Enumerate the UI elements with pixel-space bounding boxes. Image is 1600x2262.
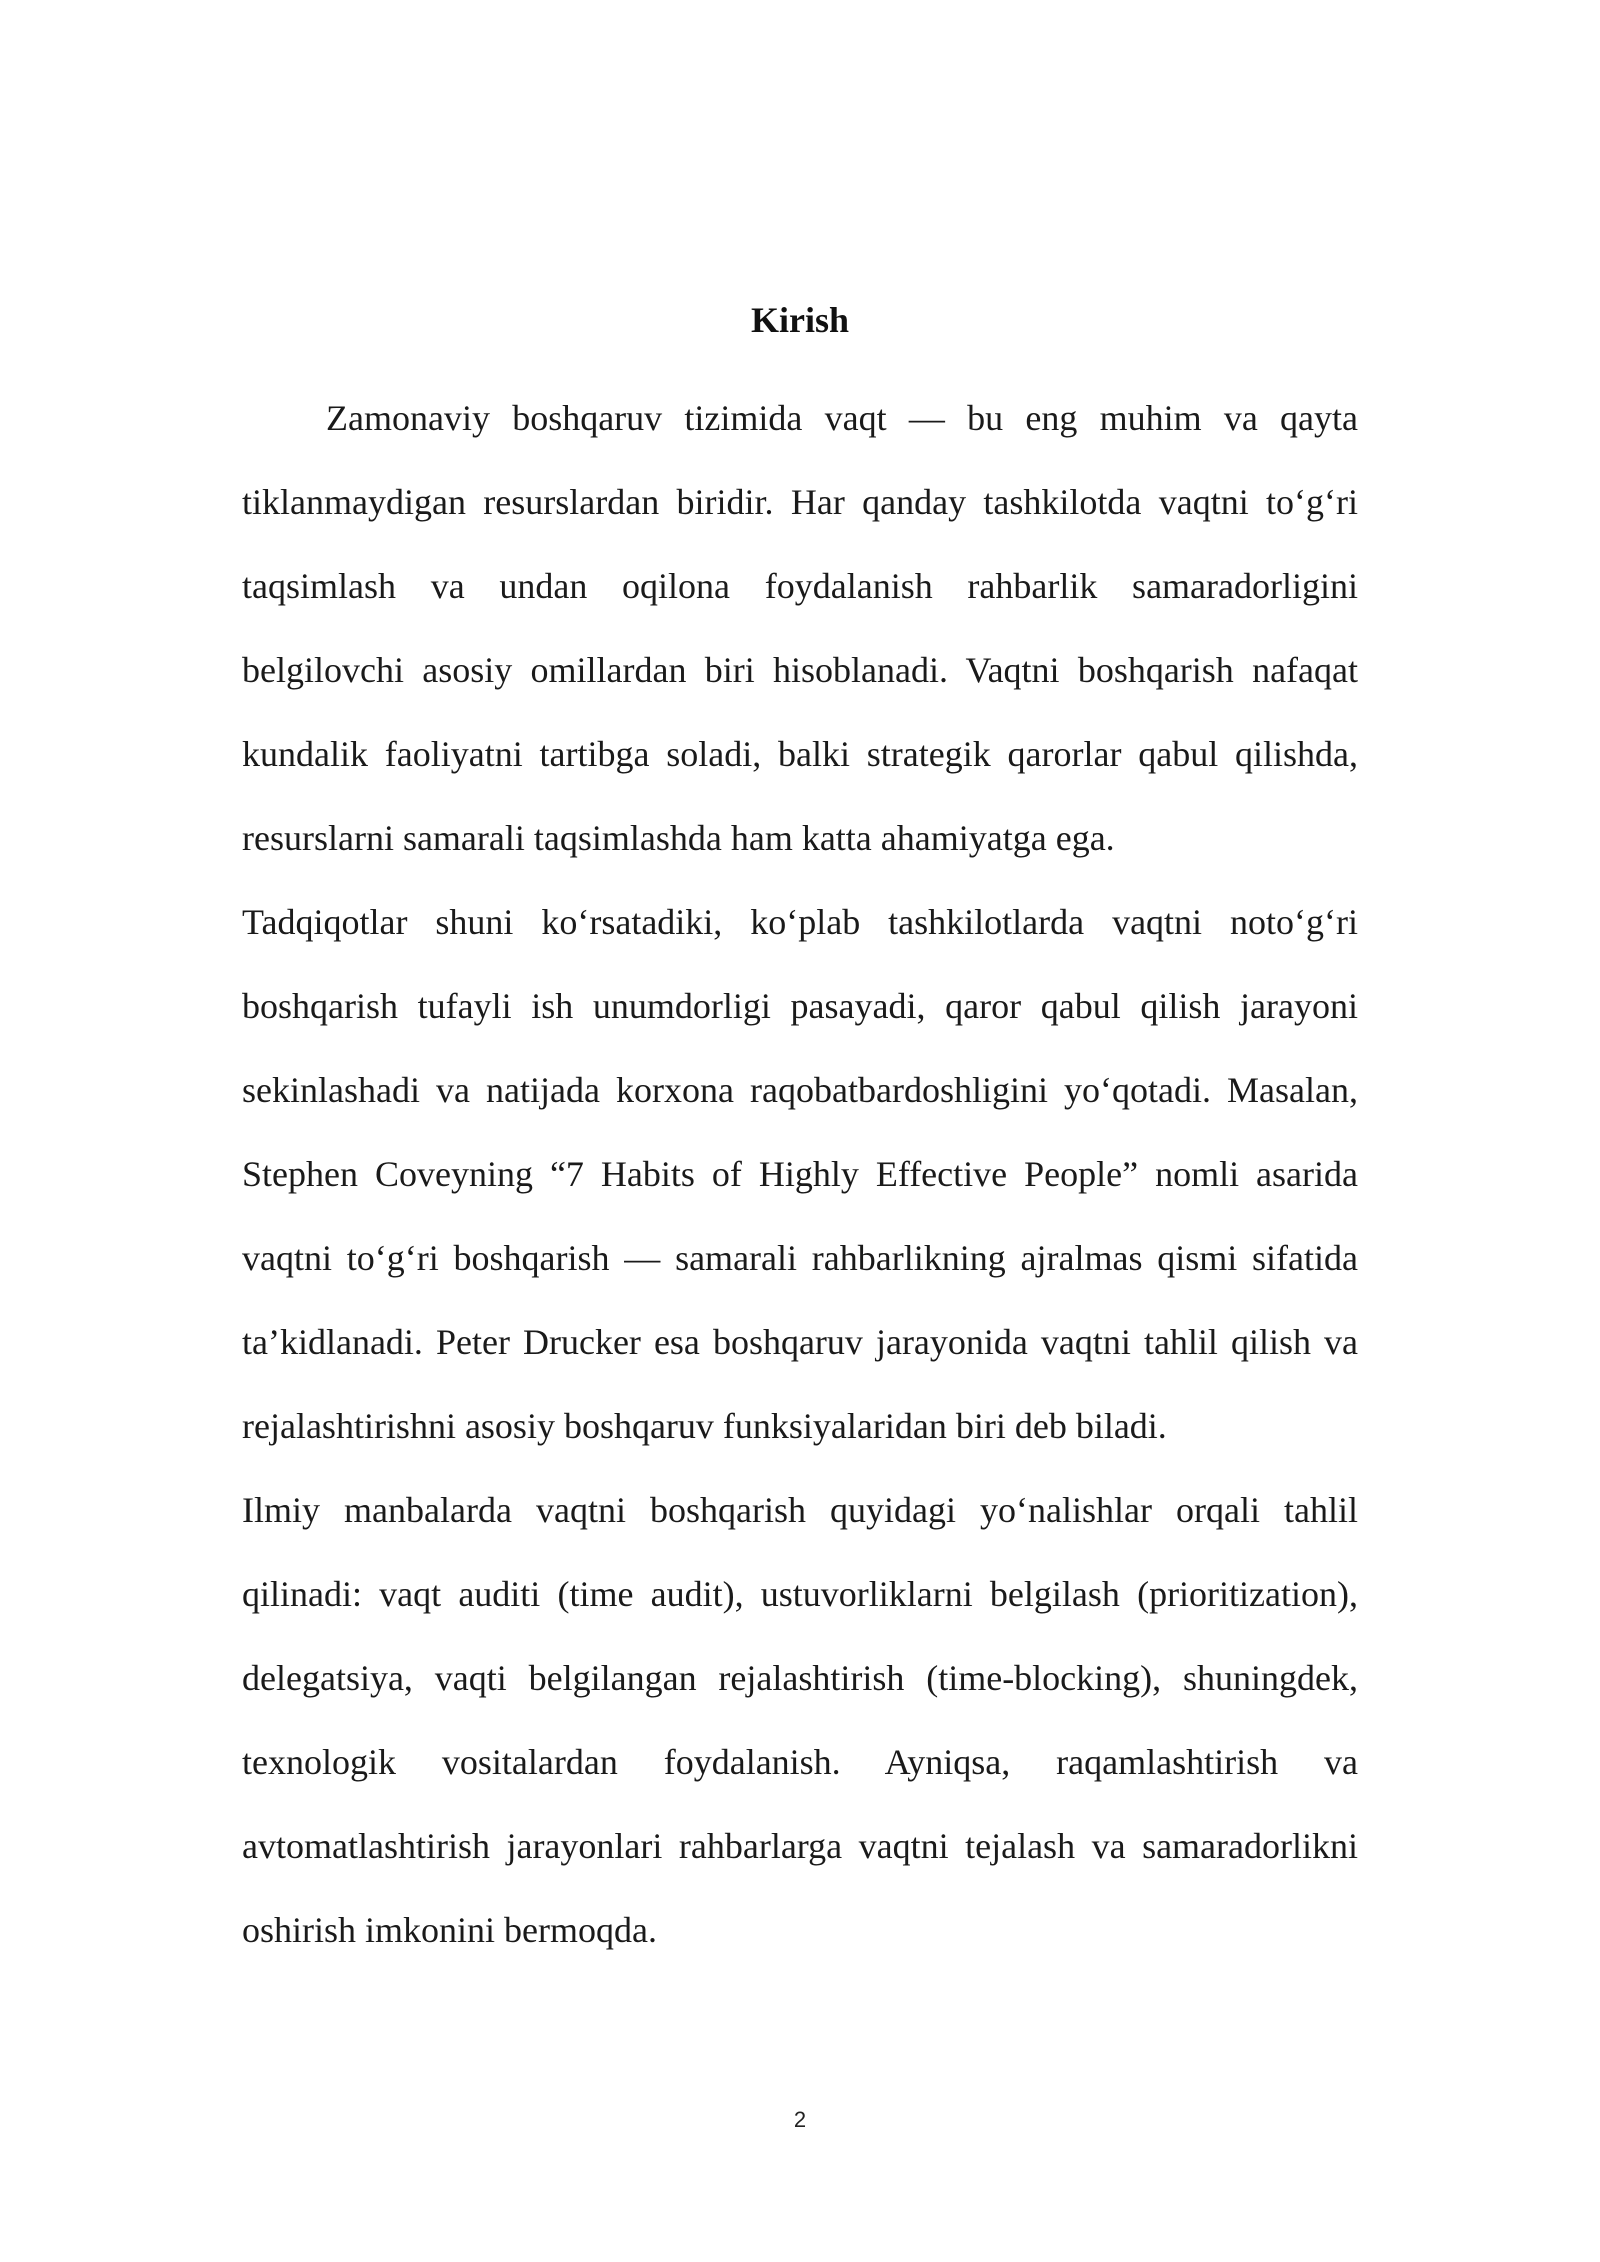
page-number: 2 xyxy=(793,2107,807,2132)
body-text xyxy=(242,376,1358,1972)
page-title: Kirish xyxy=(750,300,849,340)
paragraph-research: Tadqiqotlar shuni ko‘rsatadiki, ko‘plab tashkilotlarda vaqtni noto‘g‘ri boshqarish tufayli ish unumdorligi pasayadi, qaror qabul qilish jarayoni sekinlashadi va natijada korxona raqobatbardoshligini yo‘qotadi. Masalan, Stephen Coveyning “7 Habits of Highly Effective People” nomli asarida vaqtni to‘g‘ri boshqarish — samarali rahbarlikning ajralmas qismi sifatida ta’kidlanadi. Peter Drucker esa boshqaruv jarayonida vaqtni tahlil qilish va rejalashtirishni asosiy boshqaruv funksiyalaridan biri deb biladi. xyxy=(242,902,1358,1446)
paragraph-intro: Zamonaviy boshqaruv tizimida vaqt — bu eng muhim va qayta tiklanmaydigan resurslardan biridir. Har qanday tashkilotda vaqtni to‘g‘ri taqsimlash va undan oqilona foydalanish rahbarlik samaradorligini belgilovchi asosiy omillardan biri hisoblanadi. Vaqtni boshqarish nafaqat kundalik faoliyatni tartibga soladi, balki strategik qarorlar qabul qilishda, resurslarni samarali taqsimlashda ham katta ahamiyatga ega. xyxy=(242,398,1358,858)
paragraph-sources: Ilmiy manbalarda vaqtni boshqarish quyidagi yo‘nalishlar orqali tahlil qilinadi: vaqt auditi (time audit), ustuvorliklarni belgilash (prioritization), delegatsiya, vaqti belgilangan rejalashtirish (time-blocking), shuningdek, texnologik vositalardan foydalanish. Ayniqsa, raqamlashtirish va avtomatlashtirish jarayonlari rahbarlarga vaqtni tejalash va samaradorlikni oshirish imkonini bermoqda. xyxy=(242,1490,1358,1950)
